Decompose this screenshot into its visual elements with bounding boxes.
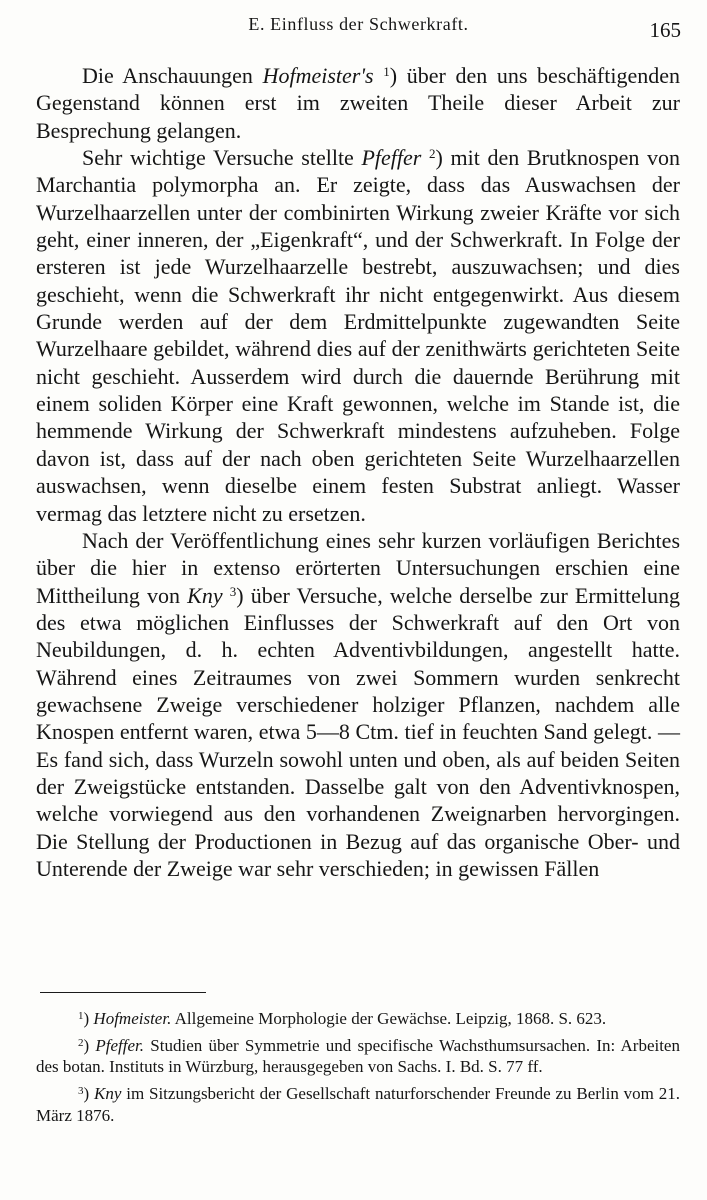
footnote: $^3$) Kny im Sitzungsbericht der Gesellschaft naturforschender Freunde zu Berlin vom 21. März 1876. bbox=[36, 1084, 680, 1125]
footnote-text: Allgemeine Morphologie der Gewächse. Leipzig, 1868. S. 623. bbox=[171, 1009, 607, 1028]
footnote: $^2$) Pfeffer. Studien über Symmetrie und specifische Wachsthumsursachen. In: Arbeiten des botan. Instituts in Würzburg, herausgegeben von Sachs. I. Bd. S. 77 ff. bbox=[36, 1035, 680, 1077]
body-text bbox=[36, 62, 680, 882]
paragraph-pfeffer bbox=[36, 144, 680, 527]
paragraph-kny bbox=[36, 527, 680, 882]
footnote: $^1$) Hofmeister. Allgemeine Morphologie der Gewächse. Leipzig, 1868. S. 623. bbox=[78, 1009, 607, 1028]
paragraph-text: Nach der Veröffentlichung eines sehr kurzen vorläufigen Berichtes über die hier in extenso erörterten Untersuchungen erschien eine Mittheilung von bbox=[36, 527, 680, 608]
paragraph-text: ) über Versuche, welche derselbe zur Ermittelung des etwa möglichen Einflusses der Schwerkraft auf den Ort von Neubildungen, d. h. echten Adventivbildungen, angestellt hatte. Während eines Zeitraumes von zwei Sommern wurden senkrecht gewachsene Zweige verschiedener holziger Pflanzen, nachdem alle Knospen entfernt waren, etwa 5—8 Ctm. tief in feuchten Sand gelegt. — Es fand sich, dass Wurzeln sowohl unten und oben, als auf beiden Seiten der Zweigstücke entstanden. Dasselbe galt von den Adventivknospen, welche vorwiegend aus den vorhandenen Zweignarben hervorgingen. Die Stellung der Productionen in Bezug auf das organische Ober- und Unterende der Zweige war sehr verschieden; in gewissen Fällen bbox=[36, 582, 681, 881]
footnote-divider bbox=[40, 992, 206, 993]
footnote-reference: 3 bbox=[229, 583, 237, 599]
footnote-author: Kny bbox=[94, 1084, 122, 1104]
footnote-reference: 1 bbox=[383, 64, 390, 79]
footnote-mark: 2 bbox=[78, 1036, 84, 1049]
paragraph-text: ) über den uns beschäftigenden Gegenstand können erst im zweiten Theile dieser Arbeit zur Besprechung gelangen. bbox=[36, 63, 680, 143]
running-head bbox=[36, 14, 681, 42]
paragraph-text: ) mit den Brutknospen von Marchantia polymorpha an. Er zeigte, dass das Auswachsen der Wurzelhaarzellen unter der combinirten Wirkung zweier Kräfte vor sich geht, einer inneren, der „Eigenkraft“, und der Schwerkraft. In Folge der ersteren ist jede Wurzelhaarzelle bestrebt, auszuwachsen; und dies geschieht, wenn die Schwerkraft ihr nicht entgegenwirkt. Aus diesem Grunde werden auf der dem Erdmittelpunkte zugewandten Seite Wurzelhaare gebildet, während dies auf der zenithwärts gerichteten Seite nicht geschieht. Ausserdem wird durch die dauernde Berührung mit einem soliden Körper eine Kraft gewonnen, welche im Stande ist, die hemmende Wirkung der Schwerkraft mindestens aufzuheben. Folge davon ist, dass auf der nach oben gerichteten Seite Wurzelhaarzellen auswachsen, wenn dieselbe einem festen Substrat anliegt. Wasser vermag das letztere nicht zu ersetzen. bbox=[36, 145, 680, 526]
footnote-reference: 2 bbox=[429, 146, 436, 162]
footnote-text: im Sitzungsbericht der Gesellschaft naturforschender Freunde zu Berlin vom 21. März 1876. bbox=[36, 1084, 680, 1125]
footnote-author: Pfeffer. bbox=[95, 1035, 145, 1055]
footnote-mark: 1 bbox=[78, 1010, 84, 1022]
footnotes bbox=[36, 1008, 680, 1132]
author-name: Kny bbox=[187, 582, 223, 608]
footnote-author: Hofmeister. bbox=[93, 1009, 172, 1028]
paragraph-text: Sehr wichtige Versuche stellte bbox=[82, 145, 362, 171]
footnote-mark: 3 bbox=[78, 1085, 84, 1098]
running-title: E. Einfluss der Schwerkraft. bbox=[248, 14, 469, 34]
paragraph-text: Die Anschauungen bbox=[82, 63, 263, 88]
page-number: 165 bbox=[649, 18, 681, 42]
author-name: Pfeffer bbox=[361, 145, 422, 171]
paragraph-hofmeister bbox=[36, 62, 680, 144]
author-name: Hofmeister's bbox=[262, 63, 374, 88]
footnote-text: Studien über Symmetrie und specifische Wachsthumsursachen. In: Arbeiten des botan. Instituts in Würzburg, herausgegeben von Sachs. I. Bd. S. 77 ff. bbox=[36, 1035, 680, 1077]
